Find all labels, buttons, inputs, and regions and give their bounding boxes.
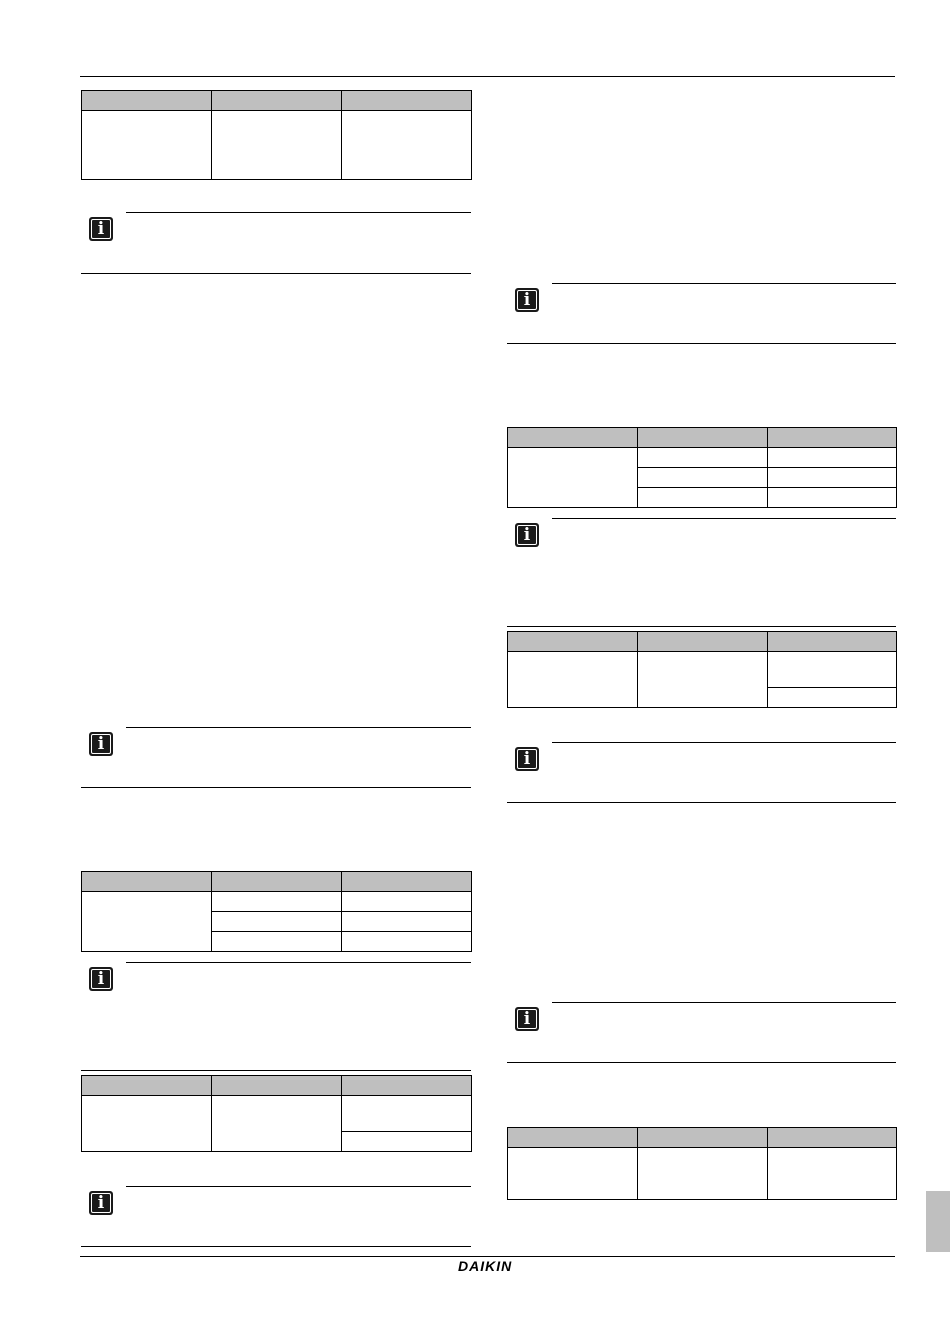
table-row bbox=[508, 448, 897, 468]
footer-rule bbox=[80, 1256, 895, 1257]
table-header-row bbox=[508, 632, 897, 652]
table-header-row bbox=[508, 1128, 897, 1148]
spec-table-5 bbox=[507, 631, 897, 708]
info-note bbox=[81, 962, 471, 1071]
info-icon: i bbox=[89, 732, 113, 756]
spec-table-1 bbox=[81, 90, 472, 180]
info-note bbox=[81, 212, 471, 274]
info-icon: i bbox=[89, 1191, 113, 1215]
table-header-row bbox=[82, 872, 472, 892]
table-row bbox=[508, 1148, 897, 1200]
info-note bbox=[507, 1002, 896, 1063]
spec-table-3 bbox=[81, 1075, 472, 1152]
spec-table-4 bbox=[507, 427, 897, 508]
table-row bbox=[508, 652, 897, 688]
table-row bbox=[82, 1096, 472, 1132]
header-rule bbox=[80, 76, 895, 77]
info-icon: i bbox=[515, 288, 539, 312]
info-note bbox=[507, 742, 896, 803]
info-note bbox=[81, 1186, 471, 1247]
daikin-logo: DAIKIN bbox=[458, 1258, 513, 1274]
chapter-tab-marker bbox=[926, 1191, 950, 1252]
info-note bbox=[507, 283, 896, 344]
table-header-row bbox=[82, 91, 472, 111]
table-row bbox=[82, 111, 472, 180]
info-icon: i bbox=[515, 523, 539, 547]
info-note bbox=[507, 518, 896, 627]
info-icon: i bbox=[89, 217, 113, 241]
spec-table-6 bbox=[507, 1127, 897, 1200]
info-note bbox=[81, 727, 471, 788]
table-row bbox=[82, 892, 472, 912]
spec-table-2 bbox=[81, 871, 472, 952]
info-icon: i bbox=[89, 967, 113, 991]
info-icon: i bbox=[515, 747, 539, 771]
info-icon: i bbox=[515, 1007, 539, 1031]
table-header-row bbox=[82, 1076, 472, 1096]
table-header-row bbox=[508, 428, 897, 448]
